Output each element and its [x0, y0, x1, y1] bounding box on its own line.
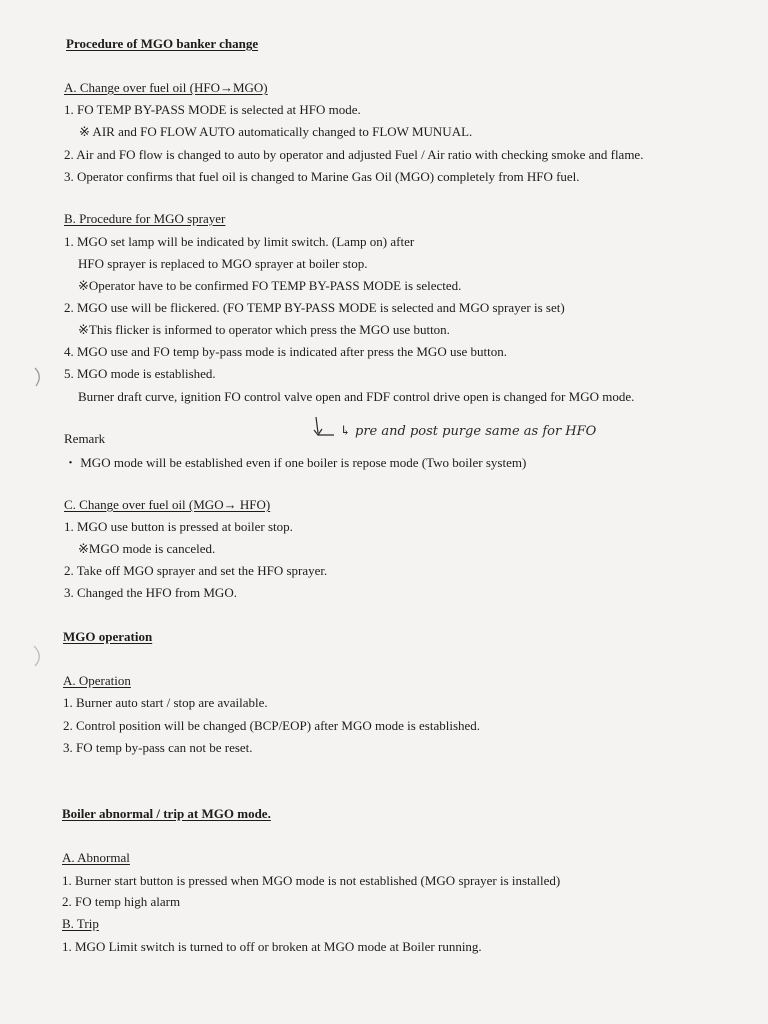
- text-line: 1. MGO use button is pressed at boiler stop.: [64, 519, 293, 534]
- punch-hole-mark: [30, 644, 46, 668]
- text-line: 1. MGO set lamp will be indicated by limit switch. (Lamp on) after: [64, 234, 415, 249]
- text-line: ※Operator have to be confirmed FO TEMP BY-PASS MODE is selected.: [78, 278, 462, 293]
- text-line: 1. Burner auto start / stop are available.: [63, 695, 268, 710]
- handwritten-note: [312, 413, 612, 447]
- trip-heading: B. Trip: [62, 916, 99, 931]
- text-line: 5. MGO mode is established.: [64, 366, 216, 381]
- text-line: 4. MGO use and FO temp by-pass mode is indicated after press the MGO use button.: [64, 344, 508, 359]
- handwritten-note-text: ↳ pre and post purge same as for HFO: [340, 424, 597, 439]
- text-line: 2. Control position will be changed (BCP/EOP) after MGO mode is established.: [63, 718, 481, 733]
- remark-item: ・ MGO mode will be established even if one boiler is repose mode (Two boiler system): [64, 455, 527, 470]
- text-line: 2. FO temp high alarm: [62, 894, 181, 909]
- text-line: 1. MGO Limit switch is turned to off or broken at MGO mode at Boiler running.: [62, 939, 482, 954]
- mgo-operation-title: MGO operation: [63, 629, 153, 644]
- operation-heading: A. Operation: [63, 673, 131, 688]
- section-b-heading: B. Procedure for MGO sprayer: [64, 211, 226, 226]
- text-line: ※This flicker is informed to operator which press the MGO use button.: [78, 322, 450, 337]
- text-line: 1. FO TEMP BY-PASS MODE is selected at HFO mode.: [64, 102, 361, 117]
- text-line: Burner draft curve, ignition FO control valve open and FDF control drive open is changed for MGO mode.: [78, 389, 635, 404]
- text-line: ※ AIR and FO FLOW AUTO automatically changed to FLOW MUNUAL.: [79, 124, 473, 139]
- text-line: 2. Take off MGO sprayer and set the HFO sprayer.: [64, 563, 328, 578]
- text-line: 2. Air and FO flow is changed to auto by operator and adjusted Fuel / Air ratio with checking smoke and flame.: [64, 147, 644, 162]
- abnormal-trip-title: Boiler abnormal / trip at MGO mode.: [62, 806, 271, 821]
- section-a-heading: A. Change over fuel oil (HFO→MGO): [64, 80, 268, 95]
- punch-hole-mark: [30, 366, 46, 388]
- text-line: 1. Burner start button is pressed when MGO mode is not established (MGO sprayer is installed): [62, 873, 561, 888]
- text-line: 2. MGO use will be flickered. (FO TEMP BY-PASS MODE is selected and MGO sprayer is set): [64, 300, 565, 315]
- abnormal-heading: A. Abnormal: [62, 850, 130, 865]
- document-title: Procedure of MGO banker change: [66, 36, 259, 51]
- text-line: 3. FO temp by-pass can not be reset.: [63, 740, 253, 755]
- remark-label: Remark: [64, 431, 106, 446]
- text-line: 3. Changed the HFO from MGO.: [64, 585, 237, 600]
- text-line: HFO sprayer is replaced to MGO sprayer at boiler stop.: [78, 256, 368, 271]
- text-line: ※MGO mode is canceled.: [78, 541, 216, 556]
- text-line: 3. Operator confirms that fuel oil is changed to Marine Gas Oil (MGO) completely from HFO fuel.: [64, 169, 580, 184]
- section-c-heading: C. Change over fuel oil (MGO→ HFO): [64, 497, 271, 512]
